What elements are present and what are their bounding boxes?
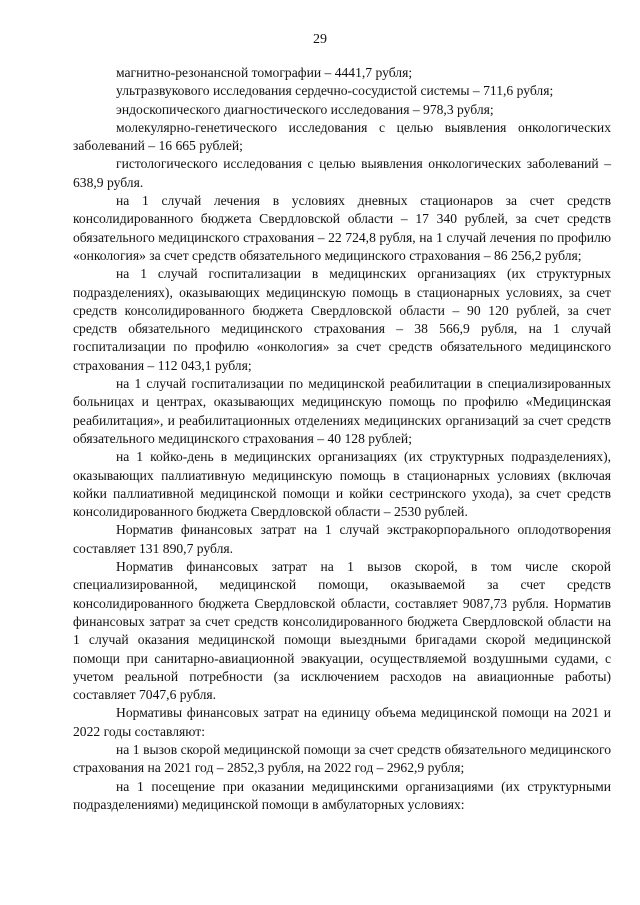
paragraph-day-hospital-cost: на 1 случай лечения в условиях дневных стационаров за счет средств консолидированного бюджета Свердловской области – 17 340 рублей, за счет средств обязательного медицинского страхования – 22 724,8 рубля, на 1 случай лечения по профилю «онкология» за счет средств обязательного медицинского страхования – 86 256,2 рубля; [73, 193, 611, 263]
paragraph-norms-2021-2022: Нормативы финансовых затрат на единицу объема медицинской помощи на 2021 и 2022 годы составляют: [73, 705, 611, 739]
paragraph-palliative-bed-day-cost: на 1 койко-день в медицинских организациях (их структурных подразделениях), оказывающих паллиативную медицинскую помощь в стационарных условиях (включая койки паллиативной медицинской помощи и койки сестринского ухода), за счет средств консолидированного бюджета Свердловской области – 2530 рублей. [73, 449, 611, 520]
paragraph-ivf-cost: Норматив финансовых затрат на 1 случай экстракорпорального оплодотворения составляет 131 890,7 рубля. [73, 522, 611, 556]
paragraph-histology-cost: гистологического исследования с целью выявления онкологических заболеваний – 638,9 рубля. [73, 156, 611, 190]
paragraph-ultrasound-cost: ультразвукового исследования сердечно-сосудистой системы – 711,6 рубля; [116, 83, 554, 99]
paragraph-molecular-genetic-cost: молекулярно-генетического исследования с целью выявления онкологических заболеваний – 16 665 рублей; [73, 119, 611, 154]
paragraph-rehabilitation-cost: на 1 случай госпитализации по медицинской реабилитации в специализированных больницах и центрах, оказывающих медицинскую помощь по профилю «Медицинская реабилитация», и реабилитационных отделениях медицинских организаций за счет средств обязательного медицинского страхования – 40 128 рублей; [73, 376, 611, 446]
document-body [73, 64, 611, 814]
page-number: 29 [313, 32, 327, 47]
paragraph-endoscopy-cost: эндоскопического диагностического исследования – 978,3 рубля; [116, 101, 494, 117]
paragraph-ambulance-cost: Норматив финансовых затрат на 1 вызов скорой, в том числе скорой специализированной, медицинской помощи, оказываемой за счет средств консолидированного бюджета Свердловской области, составляет 9087,73 рубля. Норматив финансовых затрат за счет средств консолидированного бюджета Свердловской области на 1 случай оказания медицинской помощи выездными бригадами скорой медицинской помощи при санитарно-авиационной эвакуации, осуществляемой воздушными судами, с учетом реальной потребности (за исключением расходов на авиационные работы) составляет 7047,6 рубля. [73, 559, 611, 703]
paragraph-mri-cost: магнитно-резонансной томографии – 4441,7 рубля; [116, 65, 413, 80]
paragraph-outpatient-visit: на 1 посещение при оказании медицинскими организациями (их структурными подразделениями) медицинской помощи в амбулаторных условиях: [73, 778, 611, 812]
paragraph-hospitalization-cost: на 1 случай госпитализации в медицинских организациях (их структурных подразделениях), оказывающих медицинскую помощь в стационарных условиях, за счет средств консолидированного бюджета Свердловской области – 90 120 рублей, за счет средств обязательного медицинского страхования – 38 566,9 рубля, на 1 случай госпитализации по профилю «онкология» за счет средств обязательного медицинского страхования – 112 043,1 рубля; [73, 266, 611, 373]
paragraph-ambulance-call-2021-2022: на 1 вызов скорой медицинской помощи за счет средств обязательного медицинского страхования на 2021 год – 2852,3 рубля, на 2022 год – 2962,9 рубля; [73, 741, 611, 776]
